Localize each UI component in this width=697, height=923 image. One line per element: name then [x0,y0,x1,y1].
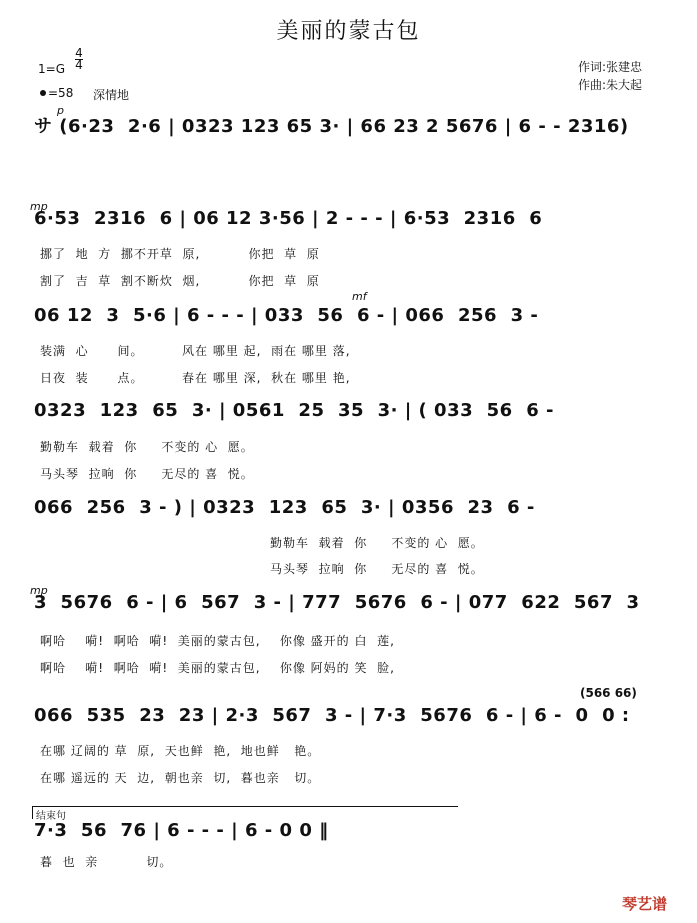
quarter-note-icon [40,90,46,96]
lyric-line-3: 装满 心 间。 风在 哪里 起, 雨在 哪里 落, [40,344,351,358]
lyric-line-13: 暮 也 亲 切。 [40,855,173,869]
score-system-3: 06 12 3 5·6 | 6 - - - | 033 56 6 - | 066 256 3 - [34,305,539,326]
score-system-8: 7·3 56 76 | 6 - - - | 6 - 0 0 ‖ [34,820,329,841]
lyric-line-11: 在哪 辽阔的 草 原, 天也鲜 艳, 地也鲜 艳。 [40,744,321,758]
lyric-line-12: 在哪 遥远的 天 边, 朝也亲 切, 暮也亲 切。 [40,771,321,785]
dynamic-p: p [57,104,64,117]
score-system-4: 0323 123 65 3· | 0561 25 35 3· | ( 033 56 6 - [34,400,554,421]
lyric-line-2: 割了 吉 草 割不断炊 烟, 你把 草 原 [40,274,320,288]
ending-bracket [32,806,458,819]
expression-marking: 深情地 [93,88,130,102]
lyricist-credit: 作词:张建忠 [578,60,643,74]
dynamic-mp-2: mp [30,584,48,597]
time-signature-bottom: 4 [75,58,83,72]
score-system-2: 6·53 2316 6 | 06 12 3·56 | 2 - - - | 6·53 2316 6 [34,208,543,229]
dynamic-mp-1: mp [30,200,48,213]
bracketed-notes: (566 66) [580,686,637,700]
score-system-6: 3 5676 6 - | 6 567 3 - | 777 5676 6 - | 077 622 567 3 [34,592,640,613]
time-signature [75,48,83,71]
composer-credit: 作曲:朱大起 [578,78,643,92]
time-signature-top: 4 [75,46,83,60]
lyric-line-1: 挪了 地 方 挪不开草 原, 你把 草 原 [40,247,320,261]
score-system-5: 066 256 3 - ) | 0323 123 65 3· | 0356 23 6 - [34,497,535,518]
lyric-line-9: 啊哈 嗬! 啊哈 嗬! 美丽的蒙古包, 你像 盛开的 白 莲, [40,634,395,648]
lyric-line-4: 日夜 装 点。 春在 哪里 深, 秋在 哪里 艳, [40,371,351,385]
dynamic-mf: mf [352,290,367,303]
score-system-1: サ (6·23 2·6 | 0323 123 65 3· | 66 23 2 5676 | 6 - - 2316) [34,116,629,137]
tempo-value: =58 [48,86,74,100]
lyric-line-6: 马头琴 拉响 你 无尽的 喜 悦。 [40,467,254,481]
tempo-marking [40,86,73,100]
lyric-line-8: 马头琴 拉响 你 无尽的 喜 悦。 [270,562,484,576]
lyric-line-5: 勤勒车 载着 你 不变的 心 愿。 [40,440,254,454]
lyric-line-7: 勤勒车 载着 你 不变的 心 愿。 [270,536,484,550]
key-signature: 1=G [38,62,65,76]
ending-label: 结束句 [36,811,66,822]
song-title: 美丽的蒙古包 [276,19,421,44]
score-system-7: 066 535 23 23 | 2·3 567 3 - | 7·3 5676 6 - | 6 - 0 0 : [34,705,630,726]
site-logo: 琴艺谱 [622,895,668,913]
lyric-line-10: 啊哈 嗬! 啊哈 嗬! 美丽的蒙古包, 你像 阿妈的 笑 脸, [40,661,395,675]
